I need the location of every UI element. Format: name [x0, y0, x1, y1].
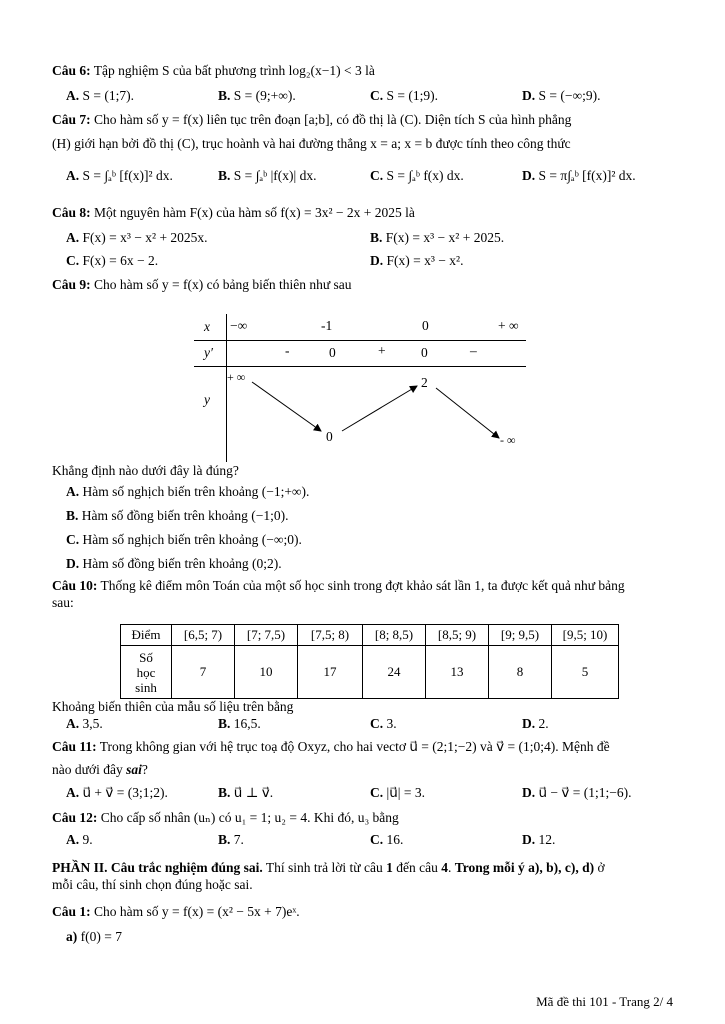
vt-x-1: -1: [321, 318, 333, 333]
q6-option-b: B. S = (9;+∞).: [218, 88, 296, 103]
freq-count-4: 13: [426, 646, 489, 699]
question-10-label: Câu 10:: [52, 578, 98, 593]
part2-question-1-text: Cho hàm số y = f(x) = (x² − 5x + 7)eˣ.: [94, 904, 300, 919]
vt-arrows: [194, 314, 526, 462]
question-9-prompt: Khẳng định nào dưới đây là đúng?: [52, 463, 239, 478]
freq-interval-6: [9,5; 10): [552, 625, 619, 646]
q7-option-d: D. S = π∫ₐᵇ [f(x)]² dx.: [522, 168, 636, 183]
vt-y-1: 0: [326, 429, 333, 444]
part2-question-1-label: Câu 1:: [52, 904, 91, 919]
q6-option-d: D. S = (−∞;9).: [522, 88, 601, 103]
emphasis-sai: sai: [126, 762, 142, 777]
q11-option-b: B. u⃗ ⊥ v⃗.: [218, 785, 274, 800]
question-6-text: Tập nghiệm S của bất phương trình log₂(x−1) < 3 là: [93, 63, 375, 78]
vt-yp-2: +: [378, 343, 386, 358]
vt-yp-4: –: [470, 343, 477, 358]
vt-x-0: −∞: [230, 318, 248, 333]
freq-interval-4: [8,5; 9): [426, 625, 489, 646]
frequency-header-row: [121, 625, 619, 646]
part-2-title: PHẦN II. Câu trắc nghiệm đúng sai.: [52, 860, 263, 875]
q10-option-c: C. 3.: [370, 716, 397, 731]
q10-option-d: D. 2.: [522, 716, 549, 731]
question-7: [52, 112, 571, 128]
question-7-line1: Cho hàm số y = f(x) liên tục trên đoạn [a;b], có đồ thị là (C). Diện tích S của hình phẳng: [94, 112, 572, 127]
vt-yp-1: 0: [329, 345, 336, 360]
question-7-line2: (H) giới hạn bởi đồ thị (C), trục hoành và hai đường thẳng x = a; x = b được tính theo công thức: [52, 136, 571, 151]
q10-option-b: B. 16,5.: [218, 716, 261, 731]
question-10: [52, 578, 625, 594]
q10-option-a: A. 3,5.: [66, 716, 103, 731]
question-10-line1: Thống kê điểm môn Toán của một số học sinh trong đợt khảo sát lần 1, ta được kết quả như bảng: [100, 578, 625, 593]
vt-y-label: y: [204, 392, 210, 407]
vt-yp-0: -: [285, 343, 290, 358]
arrow-down-1: [252, 382, 321, 431]
vt-yp-label: y′: [204, 345, 213, 360]
q8-option-b: B. F(x) = x³ − x² + 2025.: [370, 230, 505, 245]
question-6: [52, 63, 375, 79]
q9-option-c: C. Hàm số nghịch biến trên khoảng (−∞;0).: [66, 532, 302, 547]
part-2-header: PHẦN II. Câu trắc nghiệm đúng sai. Thí sinh trả lời từ câu 1 đến câu 4. Trong mỗi ý a), b), c), d) ở: [52, 860, 605, 875]
variation-table: [194, 314, 526, 462]
vt-y-0: + ∞: [227, 370, 246, 384]
q6-option-c: C. S = (1;9).: [370, 88, 438, 103]
freq-interval-0: [6,5; 7): [172, 625, 235, 646]
q11-option-d: D. u⃗ − v⃗ = (1;1;−6).: [522, 785, 632, 800]
q7-option-c: C. S = ∫ₐᵇ f(x) dx.: [370, 168, 464, 183]
vt-x-label: x: [204, 319, 210, 334]
question-11: [52, 739, 610, 755]
part-2-instructions: mỗi câu, thí sinh chọn đúng hoặc sai.: [52, 877, 253, 892]
freq-count-6: 5: [552, 646, 619, 699]
question-11-label: Câu 11:: [52, 739, 97, 754]
q6-option-a: A. S = (1;7).: [66, 88, 134, 103]
frequency-count-row: [121, 646, 619, 699]
question-12-text: Cho cấp số nhân (uₙ) có u₁ = 1; u₂ = 4. Khi đó, u₃ bằng: [100, 810, 399, 825]
question-8: [52, 205, 415, 221]
q12-option-c: C. 16.: [370, 832, 404, 847]
q12-option-a: A. 9.: [66, 832, 93, 847]
q8-option-a: A. F(x) = x³ − x² + 2025x.: [66, 230, 208, 245]
vt-yp-3: 0: [421, 345, 428, 360]
question-11-line1: Trong không gian với hệ trục toạ độ Oxyz, cho hai vectơ u⃗ = (2;1;−2) và v⃗ = (1;0;4). Mệnh đề: [99, 739, 610, 754]
vt-x-3: + ∞: [498, 318, 519, 333]
question-11-line2: nào dưới đây sai?: [52, 762, 148, 777]
question-10-prompt: Khoảng biến thiên của mẫu số liệu trên bằng: [52, 699, 294, 714]
q7-option-a: A. S = ∫ₐᵇ [f(x)]² dx.: [66, 168, 173, 183]
q8-option-d: D. F(x) = x³ − x².: [370, 253, 464, 268]
freq-interval-2: [7,5; 8): [298, 625, 363, 646]
q11-option-c: C. |u⃗| = 3.: [370, 785, 425, 800]
freq-count-3: 24: [363, 646, 426, 699]
arrow-up: [342, 386, 417, 431]
q9-option-a: A. Hàm số nghịch biến trên khoảng (−1;+∞).: [66, 484, 310, 499]
question-7-label: Câu 7:: [52, 112, 91, 127]
freq-count-2: 17: [298, 646, 363, 699]
freq-interval-5: [9; 9,5): [489, 625, 552, 646]
q11-option-a: A. u⃗ + v⃗ = (3;1;2).: [66, 785, 168, 800]
question-8-text: Một nguyên hàm F(x) của hàm số f(x) = 3x² − 2x + 2025 là: [94, 205, 415, 220]
vt-x-2: 0: [422, 318, 429, 333]
frequency-table: [120, 624, 619, 699]
freq-count-5: 8: [489, 646, 552, 699]
q12-option-d: D. 12.: [522, 832, 556, 847]
arrow-down-2: [436, 388, 499, 438]
question-10-line2: sau:: [52, 595, 74, 610]
question-12: [52, 810, 399, 826]
vt-y-3: - ∞: [500, 433, 516, 447]
freq-interval-3: [8; 8,5): [363, 625, 426, 646]
vt-y-2: 2: [421, 375, 428, 390]
question-9-text: Cho hàm số y = f(x) có bảng biến thiên như sau: [94, 277, 352, 292]
question-6-label: Câu 6:: [52, 63, 91, 78]
question-9-label: Câu 9:: [52, 277, 91, 292]
question-12-label: Câu 12:: [52, 810, 98, 825]
q7-option-b: B. S = ∫ₐᵇ |f(x)| dx.: [218, 168, 317, 183]
q8-option-c: C. F(x) = 6x − 2.: [66, 253, 159, 268]
q9-option-b: B. Hàm số đồng biến trên khoảng (−1;0).: [66, 508, 289, 523]
part2-q1-item-a: a) f(0) = 7: [66, 929, 122, 944]
part2-question-1: [52, 904, 300, 920]
q9-option-d: D. Hàm số đồng biến trên khoảng (0;2).: [66, 556, 282, 571]
question-8-label: Câu 8:: [52, 205, 91, 220]
freq-count-0: 7: [172, 646, 235, 699]
page-footer: Mã đề thi 101 - Trang 2/ 4: [536, 994, 673, 1009]
freq-interval-1: [7; 7,5): [235, 625, 298, 646]
freq-header-label: Điểm: [121, 625, 172, 646]
question-9: [52, 277, 352, 293]
freq-count-label: Số học sinh: [121, 646, 172, 699]
freq-count-1: 10: [235, 646, 298, 699]
q12-option-b: B. 7.: [218, 832, 244, 847]
